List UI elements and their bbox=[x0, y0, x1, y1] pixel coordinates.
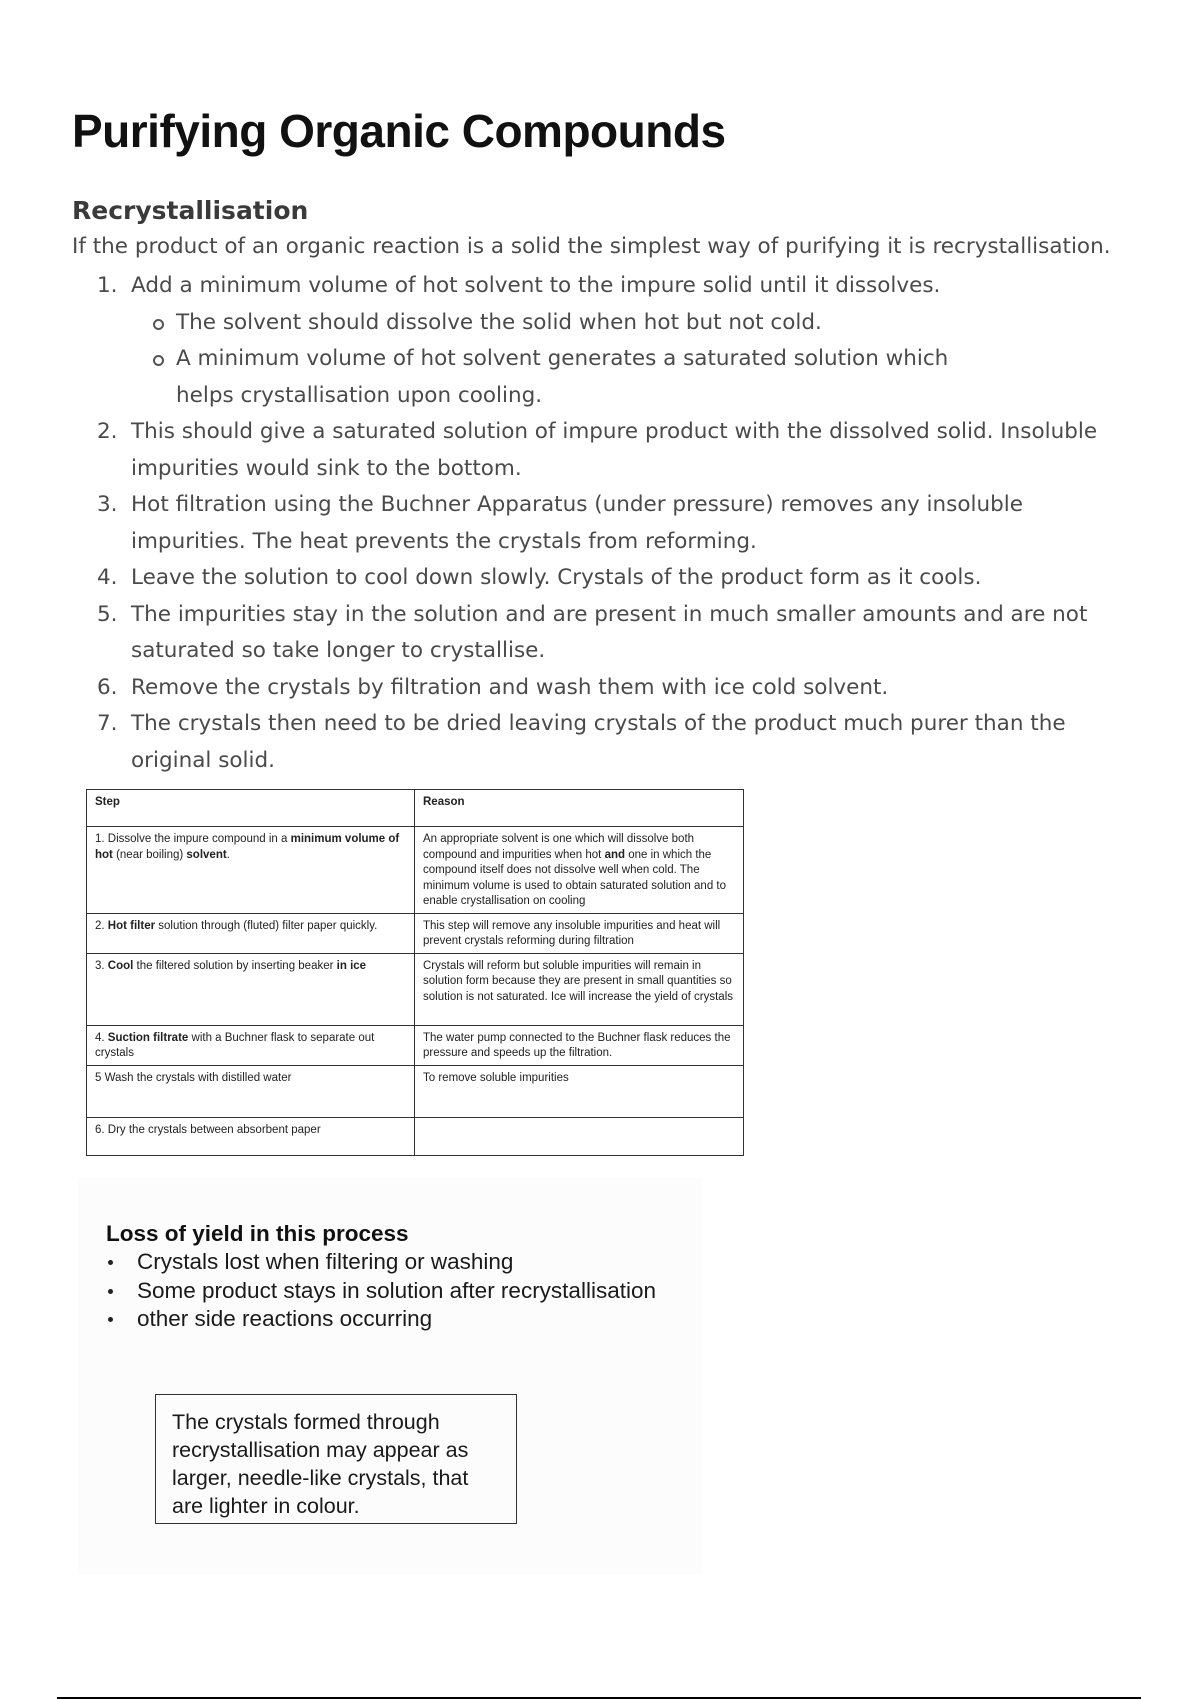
cell-bold-text: minimum volume of hot bbox=[95, 833, 400, 861]
steps-reason-table bbox=[86, 789, 744, 1156]
cell-text: (near boiling) bbox=[112, 848, 187, 861]
reason-cell: This step will remove any insoluble impurities and heat will prevent crystals reforming during filtration bbox=[415, 913, 744, 953]
step-number: 2. bbox=[97, 419, 118, 444]
step-text: The crystals then need to be dried leaving crystals of the product much purer than the original solid. bbox=[131, 711, 1066, 773]
cell-text: with a Buchner flask to separate out crystals bbox=[95, 1031, 375, 1059]
loss-of-yield-title: Loss of yield in this process bbox=[106, 1221, 409, 1246]
cell-text: 2. bbox=[95, 919, 108, 932]
step-number: 6. bbox=[97, 674, 118, 700]
list-item bbox=[106, 1248, 656, 1277]
step-item bbox=[72, 414, 1132, 487]
section-heading: Recrystallisation bbox=[72, 196, 309, 225]
cell-text: 3. bbox=[95, 959, 108, 972]
step-text: Hot filtration using the Buchner Apparatus (under pressure) removes any insoluble impurities. The heat prevents the crystals from reforming. bbox=[131, 492, 1023, 554]
step-item bbox=[72, 670, 1132, 707]
bullet-icon bbox=[108, 1317, 113, 1322]
table-row bbox=[87, 1117, 744, 1155]
step-cell: 6. Dry the crystals between absorbent paper bbox=[87, 1117, 415, 1155]
cell-text: one in which the compound itself does not dissolve well when cold. The minimum volume is used to obtain saturated solution and to enable crystallisation on cooling bbox=[423, 848, 726, 907]
cell-text: . bbox=[226, 848, 230, 861]
step-text: Add a minimum volume of hot solvent to the impure solid until it dissolves. bbox=[131, 273, 941, 298]
cell-bold-text: Suction filtrate bbox=[107, 1031, 189, 1044]
reason-cell: The water pump connected to the Buchner flask reduces the pressure and speeds up the filtration. bbox=[415, 1025, 744, 1065]
step-item bbox=[72, 487, 1132, 560]
step-item bbox=[72, 268, 1132, 414]
cell-bold-text: solvent bbox=[186, 848, 227, 861]
cell-bold-text: in ice bbox=[336, 959, 367, 972]
cell-bold-text: Cool bbox=[107, 959, 134, 972]
step-number: 5. bbox=[97, 601, 118, 627]
intro-paragraph: If the product of an organic reaction is a solid the simplest way of purifying it is recrystallisation. bbox=[72, 234, 1111, 259]
sub-item-text: A minimum volume of hot solvent generates a saturated solution which helps crystallisation upon cooling. bbox=[176, 346, 949, 408]
table-row bbox=[87, 1065, 744, 1117]
step-number: 1. bbox=[97, 273, 118, 298]
loss-of-yield-list bbox=[106, 1248, 656, 1334]
step-text: This should give a saturated solution of impure product with the dissolved solid. Insoluble impurities would sink to the bottom. bbox=[131, 419, 1098, 481]
reason-cell bbox=[415, 827, 744, 914]
step-number: 3. bbox=[97, 492, 118, 517]
column-header-reason: Reason bbox=[415, 790, 744, 827]
cell-bold-text: and bbox=[604, 848, 626, 861]
bullet-icon bbox=[108, 1260, 113, 1265]
step-item bbox=[72, 706, 1132, 779]
page-title: Purifying Organic Compounds bbox=[72, 105, 726, 157]
step-number: 7. bbox=[97, 711, 118, 736]
reason-cell bbox=[415, 1117, 744, 1155]
step-text: Leave the solution to cool down slowly. Crystals of the product form as it cools. bbox=[131, 565, 982, 590]
table-row bbox=[87, 1025, 744, 1065]
step-cell bbox=[87, 953, 415, 1025]
cell-text: An appropriate solvent is one which will dissolve both compound and impurities when hot bbox=[423, 833, 695, 861]
cell-text: 4. bbox=[95, 1031, 108, 1044]
step-cell bbox=[87, 913, 415, 953]
sub-item-text: The solvent should dissolve the solid when hot but not cold. bbox=[176, 309, 822, 335]
step-item bbox=[72, 560, 1132, 597]
list-item bbox=[106, 1305, 656, 1334]
sub-item bbox=[131, 341, 1132, 414]
step-item bbox=[72, 597, 1132, 670]
reason-cell: To remove soluble impurities bbox=[415, 1065, 744, 1117]
step-text: Remove the crystals by filtration and wash them with ice cold solvent. bbox=[131, 674, 889, 700]
bullet-icon bbox=[108, 1289, 113, 1294]
table-row bbox=[87, 827, 744, 914]
step-text: The impurities stay in the solution and are present in much smaller amounts and are not saturated so take longer to crystallise. bbox=[131, 601, 1088, 663]
step-number: 4. bbox=[97, 565, 118, 590]
cell-text: solution through (fluted) filter paper quickly. bbox=[155, 919, 378, 932]
table-row bbox=[87, 953, 744, 1025]
table-header-row bbox=[87, 790, 744, 827]
circle-bullet-icon bbox=[153, 355, 164, 366]
column-header-step: Step bbox=[87, 790, 415, 827]
cell-text: the filtered solution by inserting beaker bbox=[133, 959, 337, 972]
list-item bbox=[106, 1277, 656, 1306]
reason-cell: Crystals will reform but soluble impurities will remain in solution form because they are present in small quantities so solution is not saturated. Ice will increase the yield of crystals bbox=[415, 953, 744, 1025]
sub-item bbox=[131, 305, 1132, 342]
cell-text: 1. Dissolve the impure compound in a bbox=[95, 833, 291, 845]
recrystallisation-steps bbox=[72, 268, 1132, 779]
footer-divider bbox=[57, 1697, 1141, 1699]
crystal-note-box: The crystals formed through recrystallisation may appear as larger, needle-like crystals, that are lighter in colour. bbox=[155, 1394, 517, 1524]
step-sublist bbox=[131, 305, 1132, 415]
step-cell: 5 Wash the crystals with distilled water bbox=[87, 1065, 415, 1117]
list-item-text: other side reactions occurring bbox=[137, 1306, 433, 1331]
circle-bullet-icon bbox=[153, 319, 164, 330]
table-row bbox=[87, 913, 744, 953]
step-cell bbox=[87, 1025, 415, 1065]
cell-bold-text: Hot filter bbox=[107, 919, 156, 932]
list-item-text: Some product stays in solution after recrystallisation bbox=[137, 1277, 656, 1303]
step-cell bbox=[87, 827, 415, 914]
list-item-text: Crystals lost when filtering or washing bbox=[137, 1249, 514, 1274]
